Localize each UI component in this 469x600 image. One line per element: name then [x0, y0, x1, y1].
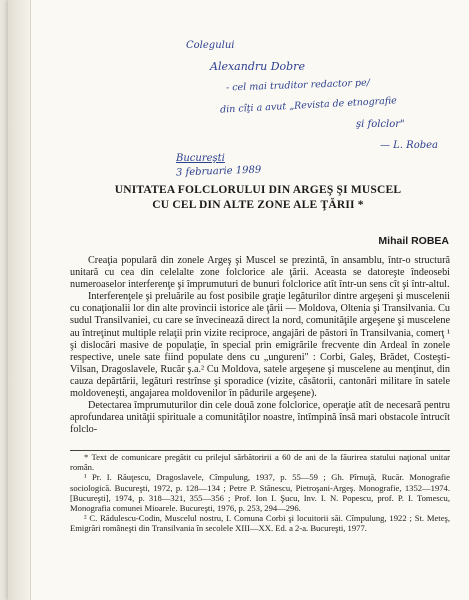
book-page	[8, 0, 469, 600]
footnote: * Text de comunicare pregătit cu prilejul sărbătoririi a 60 de ani de la făurirea statului naţional unitar român.	[70, 452, 450, 473]
inscription-line-3: - cel mai truditor redactor pe/	[225, 77, 371, 94]
body-paragraph: Detectarea împrumuturilor din cele două zone folclorice, operaţie atît de necesară pentru aprofundarea unităţii spirituale a comunităţilor noastre, întîmpină însă mari obstacole întrucît folclo-	[70, 400, 450, 436]
body-paragraph: Creaţia populară din zonele Argeş şi Muscel se prezintă, în ansamblu, într-o structură unitară cu cea din celelalte zone folclorice ale ţării. Aceasta se datoreşte îndeosebi numeroaselor interferenţe şi împrumuturi de bunuri folclorice atît într-un sens cît şi într-altul.	[70, 255, 450, 291]
page-fold-shadow	[8, 0, 31, 600]
footnote-divider	[70, 450, 450, 451]
article-title-line-2: CU CEL DIN ALTE ZONE ALE ŢĂRII *	[152, 199, 364, 211]
inscription-place: Bucureşti	[176, 153, 225, 164]
article-body	[70, 255, 450, 436]
inscription-signature: — L. Robea	[380, 140, 439, 151]
article-author: Mihail ROBEA	[378, 235, 449, 247]
inscription-line-5: şi folclor"	[356, 119, 405, 130]
footnote: ¹ Pr. I. Răuţescu, Dragoslavele, Cîmpulung, 1937, p. 55—59 ; Gh. Pîrnuţă, Rucăr. Monografie sociologică. Bucureşti, 1972, p. 128—134 ; Petre P. Stănescu, Pietroşani-Argeş. Monografie, 1352—1974. [Bucureşti], 1974, p. 318—321, 355—356 ; Prof. Ion I. Şucu, Inv. I. N. Popescu, prof. P. I. Tomescu, Monografia comunei Mioarele. Bucureşti, 1976, p. 253, 294—296.	[70, 472, 450, 514]
article-title-line-1: UNITATEA FOLCLORULUI DIN ARGEŞ ŞI MUSCEL	[114, 184, 402, 196]
inscription-line-2: Alexandru Dobre	[210, 60, 305, 73]
inscription-line-4: din cîţi a avut „Revista de etnografie	[219, 95, 398, 116]
body-paragraph: Interferenţele şi preluările au fost posibile graţie legăturilor dintre argeşeni şi muscelenii cu conaţionalii lor din alte provincii istorice ale ţării — Moldova, Oltenia şi Transilvania. Cu sudul Transilvaniei, cu care se învecinează direct la nord, comunităţile argeşene şi muscelene au întreţinut multiple relaţii prin vizite reciproce, angajări de păstori în Transilvania, comerţ ¹ şi dislocări masive de populaţie, în special prin emigrările frecvente din Ardeal în zonele respective, unele sate fiind populate dens cu „ungureni" : Corbi, Galeş, Brădet, Costeşti-Vilsan, Dragoslavele, Rucăr ş.a.² Cu Moldova, satele argeşene şi muscelene au menţinut, din cauza depărtării, legături restrînse şi sporadice (vizite, căsătorii, cantonări militare în satele moldoveneşti, angajarea moldovenilor în pădurile argeşene).	[70, 291, 450, 400]
inscription-date: 3 februarie 1989	[175, 164, 262, 179]
inscription-line-1: Colegului	[186, 40, 235, 51]
footnotes	[70, 452, 450, 534]
footnote: ² C. Rădulescu-Codin, Muscelul nostru, I. Comuna Corbi şi locuitorii săi. Cîmpulung, 1922 ; St. Meteş, Emigrări româneşti din Transilvania în secolele XIII—XX. Ed. a 2-a. Bucureşti, 1977.	[70, 513, 450, 534]
